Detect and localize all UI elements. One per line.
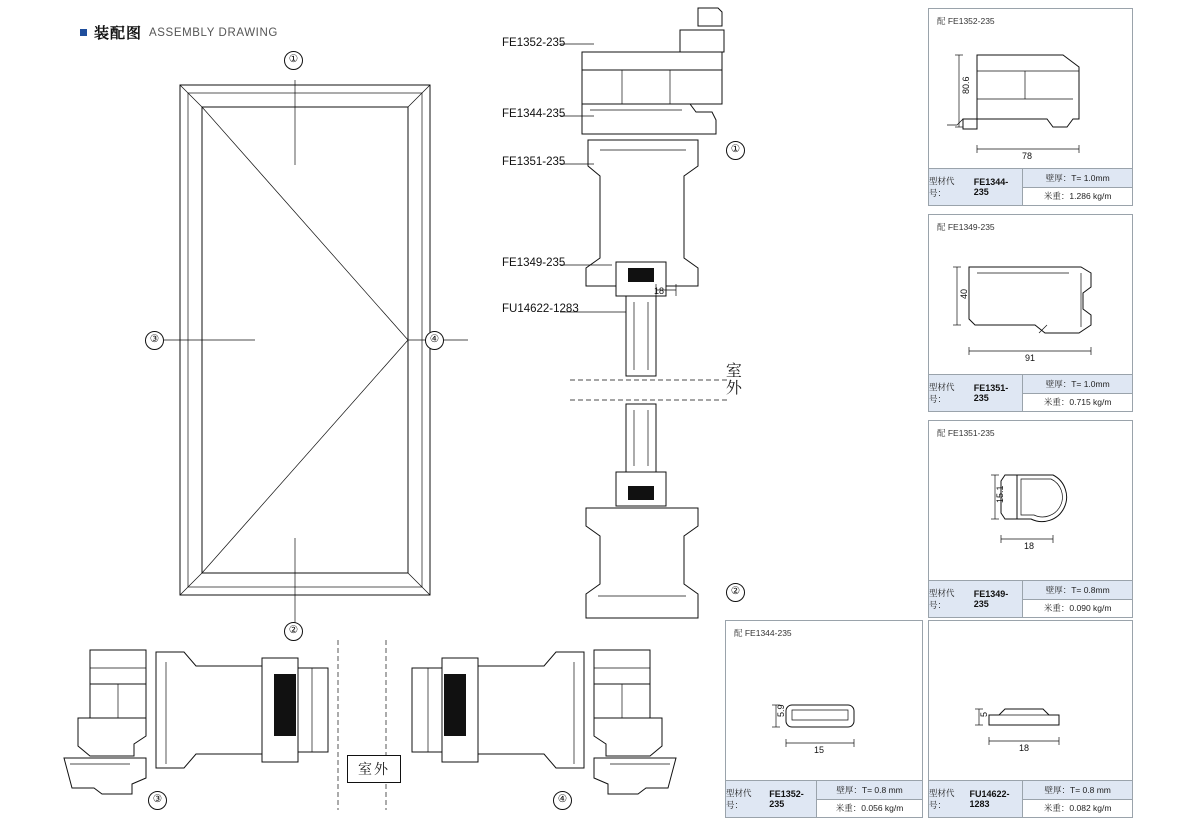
label-fe1351-vertical: FE1351-235 <box>502 156 566 168</box>
label-fe1349-vertical: FE1349-235 <box>502 257 566 269</box>
wall-thickness: 壁厚：T= 0.8 mm <box>1023 781 1132 800</box>
meter-weight: 米重：1.286 kg/m <box>1023 188 1132 206</box>
spec-card-fu14622 <box>928 620 1133 818</box>
wall-thickness: 壁厚：T= 0.8 mm <box>817 781 922 800</box>
code-label: 型材代号： <box>929 788 955 810</box>
label-fe1344-vertical: FE1344-235 <box>502 108 566 120</box>
spec-card-caption: 配 FE1349-235 <box>937 222 995 232</box>
wall-thickness: 壁厚：T= 1.0mm <box>1023 375 1132 394</box>
dimension-height-fe1349: 15.1 <box>995 485 1005 503</box>
profile-art-fe1344 <box>929 27 1132 169</box>
dimension-height-fe1351: 40 <box>959 288 969 299</box>
callout-4-section: ④ <box>553 791 572 810</box>
wall-thickness: 壁厚：T= 0.8mm <box>1023 581 1132 600</box>
code-label: 型材代号： <box>929 382 955 404</box>
dimension-18-vertical: 18 <box>654 286 665 296</box>
code-label: 型材代号： <box>929 176 955 198</box>
label-fu14622-vertical: FU14622-1283 <box>502 303 579 315</box>
meter-weight: 米重：0.056 kg/m <box>817 800 922 818</box>
spec-card-caption: 配 FE1351-235 <box>937 428 995 438</box>
dimension-width-fu14622: 18 <box>1019 743 1030 753</box>
spec-table-fe1344 <box>929 168 1132 205</box>
code-label: 型材代号： <box>726 788 752 810</box>
spec-card-fe1351 <box>928 214 1133 412</box>
spec-table-fu14622 <box>929 780 1132 817</box>
dimension-width-fe1349: 18 <box>1024 541 1035 551</box>
dimension-width-fe1344: 78 <box>1022 151 1033 161</box>
dimension-width-fe1351: 91 <box>1025 353 1036 363</box>
wall-thickness: 壁厚：T= 1.0mm <box>1023 169 1132 188</box>
spec-card-caption: 配 FE1344-235 <box>734 628 792 638</box>
outdoor-text: 室外 <box>723 362 741 396</box>
dimension-height-fu14622: 5 <box>979 711 989 717</box>
profile-art-fe1352 <box>726 639 922 781</box>
callout-1-elevation: ① <box>284 51 303 70</box>
code-value: FE1352-235 <box>769 789 804 809</box>
spec-card-fe1344 <box>928 8 1133 206</box>
meter-weight: 米重：0.082 kg/m <box>1023 800 1132 818</box>
spec-card-caption: 配 FE1352-235 <box>937 16 995 26</box>
spec-table-fe1349 <box>929 580 1132 617</box>
title-english: ASSEMBLY DRAWING <box>149 26 278 39</box>
callout-2-elevation: ② <box>284 622 303 641</box>
callout-3-elevation: ③ <box>145 331 164 350</box>
title-chinese: 装配图 <box>94 25 143 42</box>
door-elevation-drawing <box>150 60 480 640</box>
callout-3-section: ③ <box>148 791 167 810</box>
vertical-section-drawing <box>560 0 740 630</box>
dimension-height-fe1352: 5.9 <box>776 704 786 717</box>
outdoor-box-label: 室外 <box>347 755 401 783</box>
dimension-height-fe1344: 80.6 <box>961 76 971 94</box>
label-fe1352-vertical: FE1352-235 <box>502 37 566 49</box>
profile-art-fe1349 <box>929 439 1132 581</box>
bullet-icon <box>80 29 87 36</box>
meter-weight: 米重：0.715 kg/m <box>1023 394 1132 412</box>
spec-card-fe1352 <box>725 620 923 818</box>
callout-2-section: ② <box>726 583 745 602</box>
profile-art-fu14622 <box>929 639 1132 781</box>
outdoor-vertical-label <box>722 362 740 401</box>
spec-card-fe1349 <box>928 420 1133 618</box>
meter-weight: 米重：0.090 kg/m <box>1023 600 1132 618</box>
spec-table-fe1352 <box>726 780 922 817</box>
code-value: FE1344-235 <box>973 177 1009 197</box>
dimension-width-fe1352: 15 <box>814 745 825 755</box>
spec-table-fe1351 <box>929 374 1132 411</box>
code-value: FU14622-1283 <box>969 789 1010 809</box>
code-value: FE1349-235 <box>973 589 1009 609</box>
callout-4-elevation: ④ <box>425 331 444 350</box>
page-title <box>80 22 278 43</box>
code-value: FE1351-235 <box>973 383 1009 403</box>
code-label: 型材代号： <box>929 588 955 610</box>
horizontal-section-drawing <box>30 630 710 820</box>
callout-1-section: ① <box>726 141 745 160</box>
